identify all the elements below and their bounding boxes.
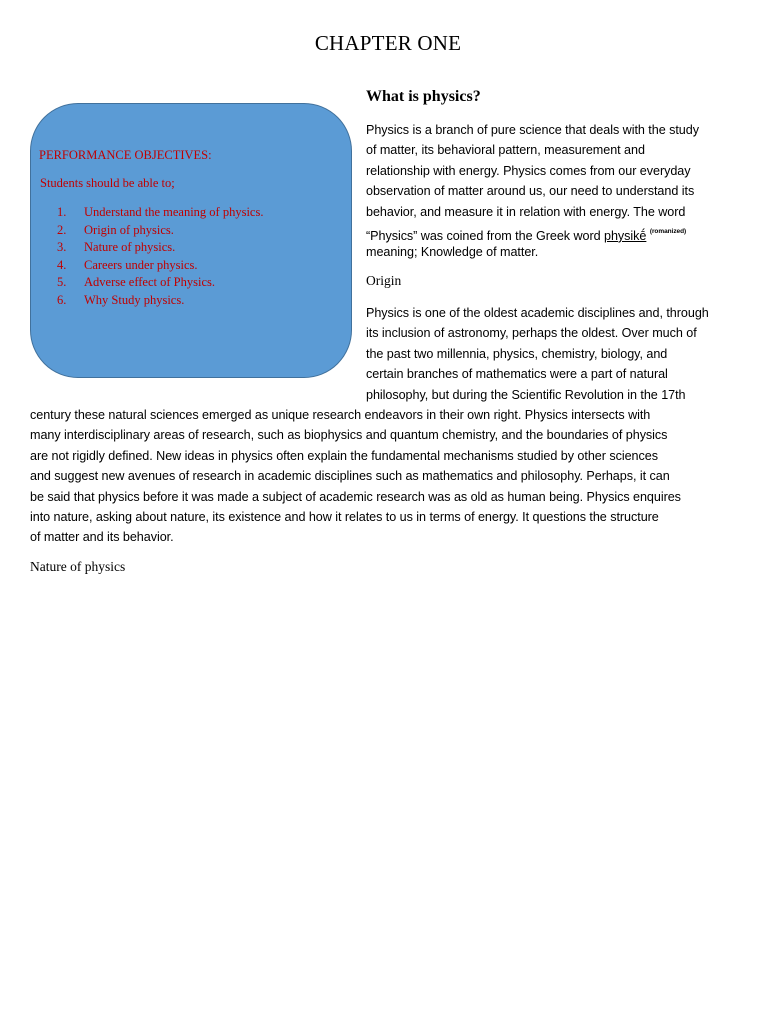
what-is-physics-paragraph — [366, 120, 699, 263]
romanized-note: (romanized) — [649, 227, 687, 235]
paragraph-line: Physics is one of the oldest academic disciplines and, through — [366, 306, 709, 320]
objective-item — [57, 274, 263, 292]
objectives-intro: Students should be able to; — [40, 176, 175, 190]
objective-text: Why Study physics. — [84, 292, 185, 307]
paragraph-line: Physics is a branch of pure science that deals with the study — [366, 123, 699, 137]
paragraph-line: certain branches of mathematics were a part of natural — [366, 367, 668, 382]
paragraph-line: are not rigidly defined. New ideas in physics often explain the fundamental mechanisms studied by other sciences — [30, 448, 658, 463]
nature-of-physics-heading: Nature of physics — [30, 559, 126, 574]
paragraph-line: philosophy, but during the Scientific Revolution in the 17th — [366, 387, 686, 402]
objective-text: Careers under physics. — [84, 257, 198, 272]
paragraph-line: be said that physics before it was made a subject of academic research was as old as human being. Physics enquires — [30, 489, 681, 504]
objectives-list — [57, 204, 263, 310]
objective-item — [57, 222, 263, 240]
line-prefix: “Physics” was coined from the Greek word — [366, 228, 605, 243]
objective-number: 2. — [57, 222, 67, 237]
objective-item — [57, 239, 263, 257]
paragraph-line: of matter, its behavioral pattern, measurement and — [366, 143, 645, 158]
objective-item — [57, 292, 263, 310]
objective-text: Adverse effect of Physics. — [84, 275, 215, 290]
objective-text: Origin of physics. — [84, 222, 174, 237]
objective-number: 6. — [57, 292, 67, 307]
objective-number: 3. — [57, 240, 67, 255]
origin-heading: Origin — [366, 273, 402, 288]
paragraph-line: observation of matter around us, our need to understand its — [366, 184, 695, 199]
objective-text: Nature of physics. — [84, 240, 176, 255]
paragraph-line: relationship with energy. Physics comes from our everyday — [366, 163, 691, 178]
objective-number: 1. — [57, 205, 67, 219]
paragraph-line: meaning; Knowledge of matter. — [366, 245, 539, 260]
objective-item — [57, 257, 263, 275]
paragraph-line: into nature, asking about nature, its existence and how it relates to us in terms of energy. It questions the structure — [30, 509, 659, 524]
paragraph-line: and suggest new avenues of research in academic disciplines such as mathematics and philosophy. Perhaps, it can — [30, 469, 670, 484]
chapter-title: CHAPTER ONE — [314, 31, 462, 55]
paragraph-line: its inclusion of astronomy, perhaps the oldest. Over much of — [366, 326, 697, 341]
paragraph-line: behavior, and measure it in relation with energy. The word — [366, 204, 686, 219]
paragraph-line: of matter and its behavior. — [30, 530, 174, 545]
paragraph-line: many interdisciplinary areas of research, such as biophysics and quantum chemistry, and the boundaries of physics — [30, 428, 668, 443]
origin-paragraph-narrow — [366, 303, 709, 405]
paragraph-line — [366, 222, 699, 242]
objective-item — [57, 204, 263, 222]
greek-word: physikḗ — [604, 228, 647, 243]
performance-objectives-box — [30, 103, 352, 378]
objective-text: Understand the meaning of physics. — [84, 205, 264, 219]
origin-paragraph-wide — [30, 405, 681, 548]
paragraph-line: the past two millennia, physics, chemistry, biology, and — [366, 346, 668, 361]
paragraph-line: century these natural sciences emerged as unique research endeavors in their own right. Physics intersects with — [30, 408, 651, 422]
what-is-physics-heading: What is physics? — [366, 88, 481, 105]
objectives-heading: PERFORMANCE OBJECTIVES: — [39, 148, 212, 162]
objective-number: 4. — [57, 257, 67, 272]
objective-number: 5. — [57, 275, 67, 290]
